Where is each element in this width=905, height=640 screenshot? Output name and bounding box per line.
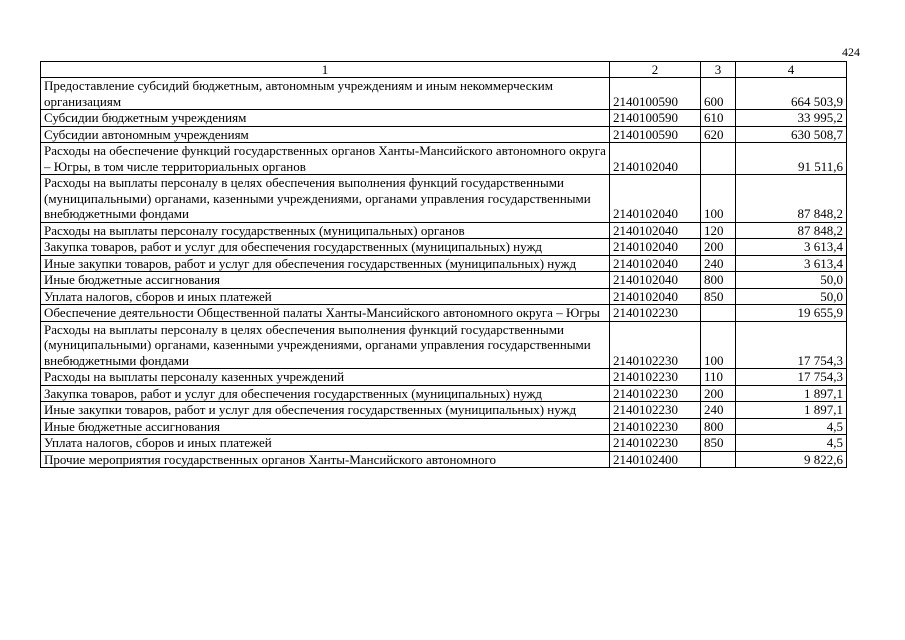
row-name-cell: Обеспечение деятельности Общественной палаты Ханты-Мансийского автономного округа – Югры (41, 305, 610, 322)
row-name-cell: Субсидии автономным учреждениям (41, 126, 610, 143)
target-code-cell: 2140100590 (610, 126, 701, 143)
amount-cell: 50,0 (736, 272, 847, 289)
row-name-cell: Иные закупки товаров, работ и услуг для обеспечения государственных (муниципальных) нужд (41, 402, 610, 419)
amount-cell: 1 897,1 (736, 402, 847, 419)
amount-cell: 17 754,3 (736, 321, 847, 369)
target-code-cell: 2140102230 (610, 369, 701, 386)
expense-type-cell: 610 (701, 110, 736, 127)
row-name-cell: Субсидии бюджетным учреждениям (41, 110, 610, 127)
target-code-cell: 2140102400 (610, 451, 701, 468)
amount-cell: 3 613,4 (736, 239, 847, 256)
page-number: 424 (842, 45, 860, 59)
target-code-cell: 2140102040 (610, 143, 701, 175)
amount-cell: 9 822,6 (736, 451, 847, 468)
row-name-cell: Предоставление субсидий бюджетным, автономным учреждениям и иным некоммерческим организациям (41, 78, 610, 110)
expense-type-cell: 800 (701, 418, 736, 435)
table-row (41, 175, 847, 223)
expense-type-cell (701, 143, 736, 175)
target-code-cell: 2140102040 (610, 288, 701, 305)
expense-type-cell: 110 (701, 369, 736, 386)
target-code-cell: 2140102040 (610, 272, 701, 289)
amount-cell: 33 995,2 (736, 110, 847, 127)
target-code-cell: 2140100590 (610, 78, 701, 110)
row-name-cell: Расходы на выплаты персоналу в целях обеспечения выполнения функций государственными (муниципальными) органами, казенными учреждениями, органами управления государственными внебюджетными фондами (41, 321, 610, 369)
table-header-row (41, 62, 847, 78)
row-name-cell: Уплата налогов, сборов и иных платежей (41, 288, 610, 305)
table-row (41, 143, 847, 175)
table-row (41, 255, 847, 272)
table-row (41, 418, 847, 435)
target-code-cell: 2140102040 (610, 255, 701, 272)
table-row (41, 288, 847, 305)
target-code-cell: 2140102230 (610, 418, 701, 435)
target-code-cell: 2140102230 (610, 385, 701, 402)
table-row (41, 321, 847, 369)
table-row (41, 272, 847, 289)
expense-type-cell: 600 (701, 78, 736, 110)
table-row (41, 305, 847, 322)
row-name-cell: Закупка товаров, работ и услуг для обеспечения государственных (муниципальных) нужд (41, 239, 610, 256)
row-name-cell: Закупка товаров, работ и услуг для обеспечения государственных (муниципальных) нужд (41, 385, 610, 402)
expense-type-cell: 120 (701, 222, 736, 239)
target-code-cell: 2140102040 (610, 239, 701, 256)
table-row (41, 451, 847, 468)
amount-cell: 17 754,3 (736, 369, 847, 386)
row-name-cell: Расходы на выплаты персоналу в целях обеспечения выполнения функций государственными (муниципальными) органами, казенными учреждениями, органами управления государственными внебюджетными фондами (41, 175, 610, 223)
table-row (41, 369, 847, 386)
target-code-cell: 2140102040 (610, 175, 701, 223)
expense-type-cell: 100 (701, 321, 736, 369)
target-code-cell: 2140102040 (610, 222, 701, 239)
amount-cell: 664 503,9 (736, 78, 847, 110)
row-name-cell: Уплата налогов, сборов и иных платежей (41, 435, 610, 452)
amount-cell: 1 897,1 (736, 385, 847, 402)
expense-type-cell: 850 (701, 435, 736, 452)
target-code-cell: 2140102230 (610, 435, 701, 452)
table-row (41, 239, 847, 256)
table-row (41, 222, 847, 239)
table-row (41, 385, 847, 402)
column-header-3: 3 (701, 62, 736, 78)
row-name-cell: Расходы на выплаты персоналу государственных (муниципальных) органов (41, 222, 610, 239)
expense-type-cell: 200 (701, 239, 736, 256)
table-row (41, 110, 847, 127)
expense-type-cell: 200 (701, 385, 736, 402)
table-row (41, 435, 847, 452)
row-name-cell: Расходы на обеспечение функций государственных органов Ханты-Мансийского автономного округа – Югры, в том числе территориальных органов (41, 143, 610, 175)
amount-cell: 50,0 (736, 288, 847, 305)
table-row (41, 126, 847, 143)
amount-cell: 4,5 (736, 435, 847, 452)
expense-type-cell: 620 (701, 126, 736, 143)
row-name-cell: Иные закупки товаров, работ и услуг для обеспечения государственных (муниципальных) нужд (41, 255, 610, 272)
target-code-cell: 2140102230 (610, 305, 701, 322)
expense-type-cell (701, 305, 736, 322)
target-code-cell: 2140100590 (610, 110, 701, 127)
amount-cell: 3 613,4 (736, 255, 847, 272)
amount-cell: 91 511,6 (736, 143, 847, 175)
row-name-cell: Прочие мероприятия государственных органов Ханты-Мансийского автономного (41, 451, 610, 468)
row-name-cell: Иные бюджетные ассигнования (41, 272, 610, 289)
expense-type-cell (701, 451, 736, 468)
table-row (41, 78, 847, 110)
amount-cell: 87 848,2 (736, 222, 847, 239)
amount-cell: 4,5 (736, 418, 847, 435)
row-name-cell: Иные бюджетные ассигнования (41, 418, 610, 435)
budget-table (40, 61, 847, 468)
column-header-4: 4 (736, 62, 847, 78)
amount-cell: 87 848,2 (736, 175, 847, 223)
target-code-cell: 2140102230 (610, 402, 701, 419)
row-name-cell: Расходы на выплаты персоналу казенных учреждений (41, 369, 610, 386)
expense-type-cell: 800 (701, 272, 736, 289)
amount-cell: 630 508,7 (736, 126, 847, 143)
expense-type-cell: 240 (701, 255, 736, 272)
column-header-1: 1 (41, 62, 610, 78)
amount-cell: 19 655,9 (736, 305, 847, 322)
target-code-cell: 2140102230 (610, 321, 701, 369)
expense-type-cell: 100 (701, 175, 736, 223)
expense-type-cell: 240 (701, 402, 736, 419)
table-row (41, 402, 847, 419)
column-header-2: 2 (610, 62, 701, 78)
expense-type-cell: 850 (701, 288, 736, 305)
